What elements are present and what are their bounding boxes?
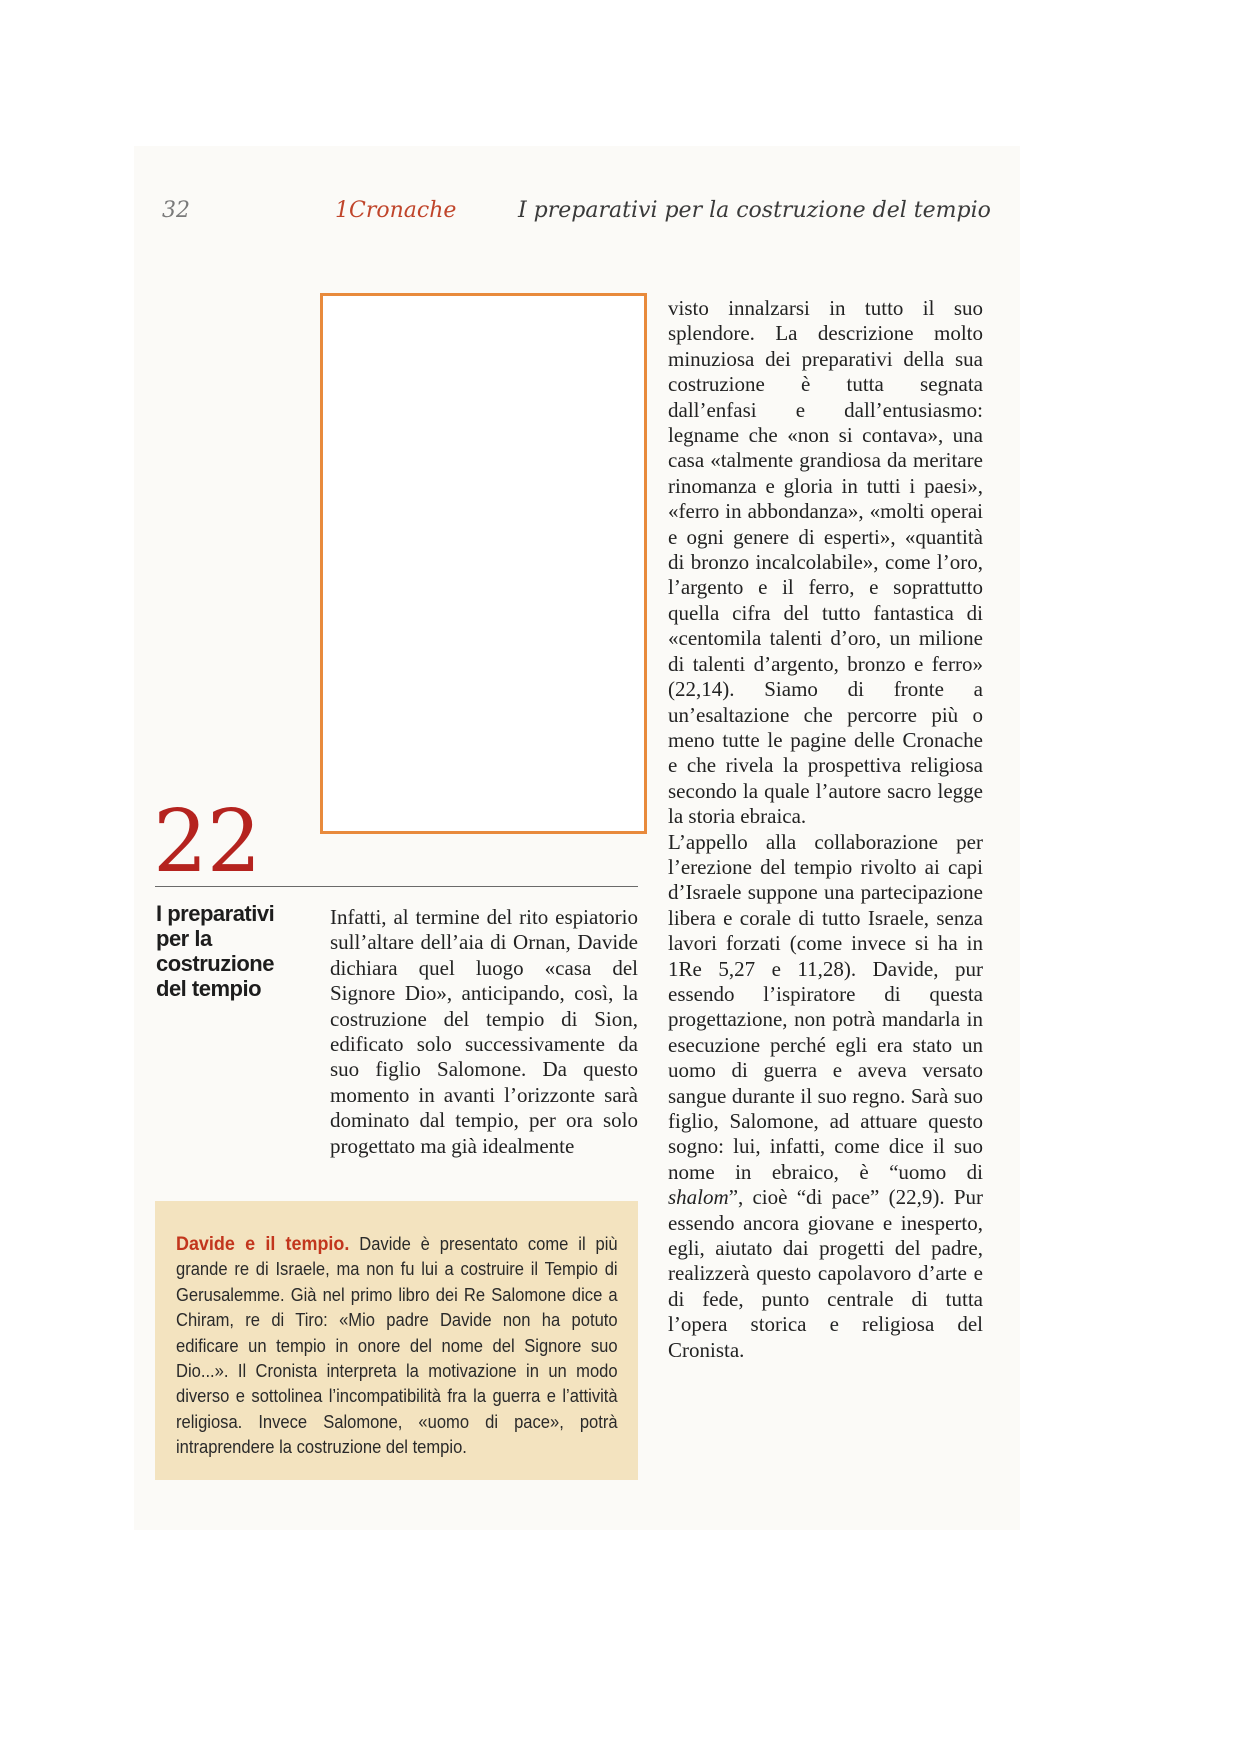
sidebar-box-body: Davide è presentato come il più grande re di Israele, ma non fu lui a costruire il Tempio di Gerusalemme. Già nel primo libro dei Re Salomone dice a Chiram, re di Tiro: «Mio padre Davide non ha potuto edificare un tempio in onore del nome del Signore suo Dio...». Il Cronista interpreta la motivazione in un modo diverso e sottolinea l’incompatibilità fra la guerra e l’attività religiosa. Invece Salomone, «uomo di pace», potrà intraprendere la costruzione del tempio. [176,1234,618,1458]
chapter-title: I preparativi per la costruzione del tempio [156,901,275,1001]
sidebar-box [155,1201,638,1480]
chapter-number: 22 [153,792,261,892]
column-middle-paragraph: Infatti, al termine del rito espiatorio sull’altare dell’aia di Ornan, Davide dichiara quel luogo «casa del Signore Dio», anticipando, così, la costruzione del tempio di Sion, edificato solo successivamente da suo figlio Salomone. Da questo momento in avanti l’orizzonte sarà dominato dal tempio, per ora solo progettato ma già idealmente [330,905,638,1158]
paragraph-2-part-2: ”, cioè “di pace” (22,9). Pur essendo ancora giovane e inesperto, egli, aiutato dai progetti del padre, realizzerà questo capolavoro d’arte e di fede, punto centrale di tutta l’opera storica e religiosa del Cronista. [668,1185,983,1362]
paragraph-2-part-1: L’appello alla collaborazione per l’erezione del tempio rivolto ai capi d’Israele suppone una partecipazione libera e corale di tutto Israele, senza lavori forzati (come invece si ha in 1Re 5,27 e 11,28). Davide, pur essendo l’ispiratore di questa progettazione, non potrà mandarla in esecuzione perché egli era stato un uomo di guerra e aveva versato sangue durante il suo regno. Sarà suo figlio, Salomone, ad attuare questo sogno: lui, infatti, come dice il suo nome in ebraico, è “uomo di [668,829,983,1184]
shalom-term: shalom [668,1185,729,1210]
running-title: I preparativi per la costruzione del tempio [518,198,991,223]
image-placeholder-frame [320,293,647,834]
column-middle [330,905,638,1159]
column-right [668,296,983,1363]
chapter-divider [155,886,638,887]
column-right-paragraph-2 [668,830,983,1364]
page-number: 32 [162,198,190,223]
column-right-paragraph-1: visto innalzarsi in tutto il suo splendore. La descrizione molto minuziosa dei preparativi della sua costruzione è tutta segnata dall’enfasi e dall’entusiasmo: legname che «non si contava», una casa «talmente grandiosa da meritare rinomanza e gloria in tutti i paesi», «ferro in abbondanza», «molti operai e ogni genere di esperti», «quantità di bronzo incalcolabile», come l’oro, l’argento e il ferro, e soprattutto quella cifra del tutto fantastica di «centomila talenti d’oro, un milione di talenti d’argento, bronzo e ferro» (22,14). Siamo di fronte a un’esaltazione che percorre più o meno tutte le pagine delle Cronache e che rivela la prospettiva religiosa secondo la quale l’autore sacro legge la storia ebraica. [668,296,983,829]
sidebar-box-title: Davide e il tempio. [176,1233,350,1255]
running-book-name: 1Cronache [335,198,457,223]
sidebar-box-text [176,1232,618,1461]
